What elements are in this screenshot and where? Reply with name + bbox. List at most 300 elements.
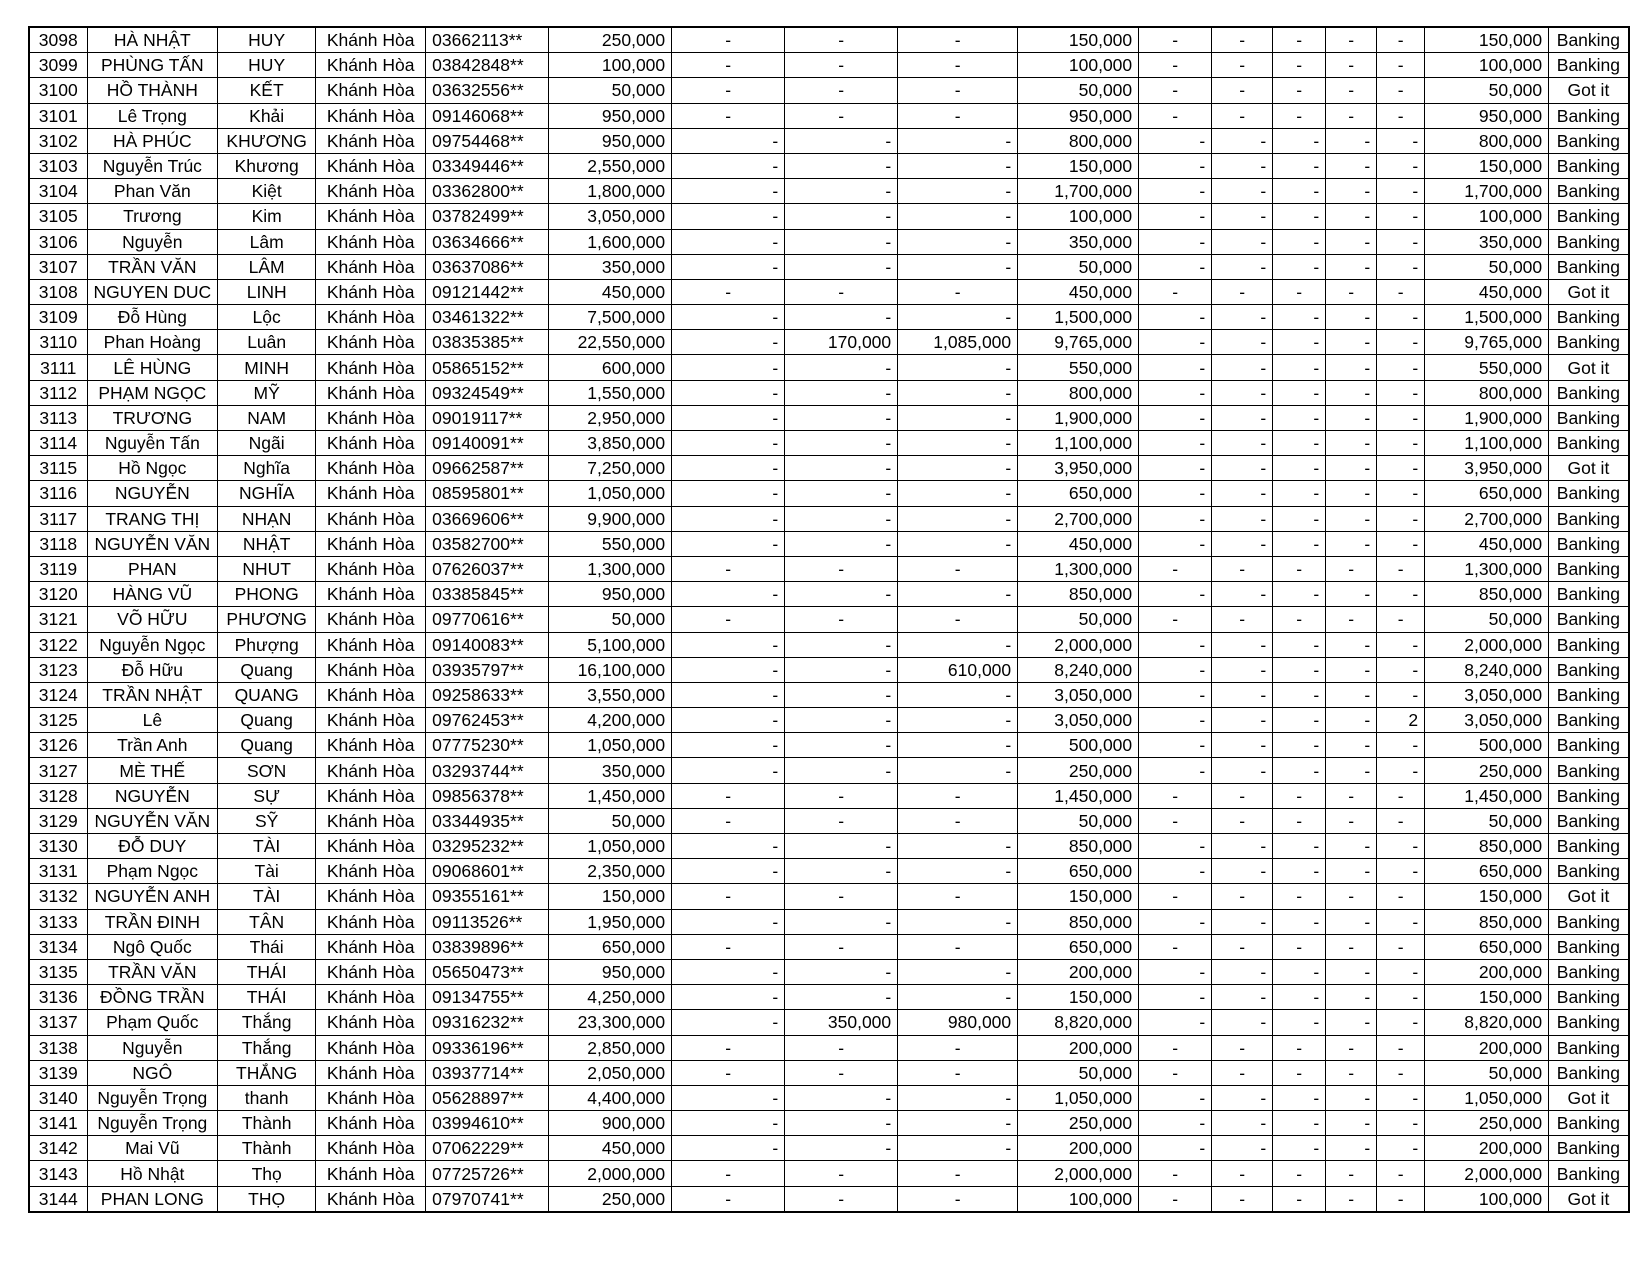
table-row: [29, 758, 1629, 783]
table-cell: 3098: [29, 27, 87, 53]
table-row: [29, 103, 1629, 128]
table-cell: Khánh Hòa: [316, 1035, 426, 1060]
table-cell: -: [1273, 1111, 1326, 1136]
table-cell: 550,000: [1018, 355, 1139, 380]
table-cell: SỸ: [218, 808, 316, 833]
table-row: [29, 985, 1629, 1010]
table-cell: -: [1326, 53, 1377, 78]
table-cell: 3135: [29, 959, 87, 984]
table-cell: 09336196**: [426, 1035, 549, 1060]
table-cell: 3119: [29, 556, 87, 581]
table-cell: -: [1212, 909, 1273, 934]
table-cell: 9,765,000: [1018, 330, 1139, 355]
table-cell: 09856378**: [426, 783, 549, 808]
table-cell: 50,000: [549, 607, 672, 632]
table-cell: 3102: [29, 128, 87, 153]
table-cell: -: [1212, 582, 1273, 607]
table-cell: Khánh Hòa: [316, 431, 426, 456]
table-cell: 3,850,000: [549, 431, 672, 456]
table-cell: 07775230**: [426, 733, 549, 758]
table-cell: -: [1326, 733, 1377, 758]
table-cell: -: [1273, 254, 1326, 279]
table-cell: -: [1326, 607, 1377, 632]
table-cell: THÁI: [218, 985, 316, 1010]
table-cell: -: [1212, 153, 1273, 178]
table-cell: 03835385**: [426, 330, 549, 355]
table-cell: -: [785, 380, 898, 405]
table-cell: -: [1326, 330, 1377, 355]
table-cell: 07626037**: [426, 556, 549, 581]
table-cell: Khánh Hòa: [316, 78, 426, 103]
table-cell: -: [672, 405, 785, 430]
table-cell: 1,300,000: [1018, 556, 1139, 581]
table-cell: 4,400,000: [549, 1085, 672, 1110]
table-row: [29, 179, 1629, 204]
table-row: [29, 1111, 1629, 1136]
table-cell: -: [1377, 758, 1425, 783]
table-cell: -: [672, 254, 785, 279]
table-cell: MÈ THẾ: [87, 758, 218, 783]
table-cell: -: [672, 355, 785, 380]
table-row: [29, 632, 1629, 657]
table-cell: -: [1139, 1186, 1212, 1212]
table-cell: 3126: [29, 733, 87, 758]
table-cell: Khánh Hòa: [316, 279, 426, 304]
table-cell: Banking: [1549, 1060, 1629, 1085]
table-cell: 03461322**: [426, 305, 549, 330]
table-cell: 03937714**: [426, 1060, 549, 1085]
table-cell: -: [1273, 859, 1326, 884]
table-cell: -: [785, 1085, 898, 1110]
table-cell: -: [1212, 128, 1273, 153]
table-cell: 3112: [29, 380, 87, 405]
table-cell: -: [1139, 909, 1212, 934]
table-cell: NHẬT: [218, 531, 316, 556]
table-cell: -: [785, 582, 898, 607]
table-cell: -: [1326, 783, 1377, 808]
table-cell: -: [1273, 531, 1326, 556]
table-cell: 09762453**: [426, 708, 549, 733]
table-cell: -: [785, 682, 898, 707]
table-cell: 3142: [29, 1136, 87, 1161]
table-cell: -: [672, 1085, 785, 1110]
table-row: [29, 909, 1629, 934]
table-cell: -: [672, 1136, 785, 1161]
table-cell: -: [1273, 405, 1326, 430]
table-cell: 2,550,000: [549, 153, 672, 178]
table-cell: 3103: [29, 153, 87, 178]
table-cell: 500,000: [1425, 733, 1549, 758]
table-cell: -: [1139, 305, 1212, 330]
table-cell: Quang: [218, 733, 316, 758]
table-cell: Khánh Hòa: [316, 582, 426, 607]
table-cell: -: [1212, 708, 1273, 733]
table-cell: 250,000: [1425, 758, 1549, 783]
table-cell: -: [1273, 657, 1326, 682]
table-cell: 800,000: [1018, 380, 1139, 405]
table-cell: -: [785, 254, 898, 279]
table-cell: 09662587**: [426, 456, 549, 481]
table-cell: Phan Văn: [87, 179, 218, 204]
table-cell: Khải: [218, 103, 316, 128]
table-cell: Lâm: [218, 229, 316, 254]
table-cell: -: [1139, 330, 1212, 355]
table-cell: 8,820,000: [1018, 1010, 1139, 1035]
table-cell: -: [785, 531, 898, 556]
table-cell: -: [898, 1186, 1018, 1212]
table-cell: 8,240,000: [1018, 657, 1139, 682]
table-row: [29, 481, 1629, 506]
table-cell: -: [898, 229, 1018, 254]
table-cell: 03935797**: [426, 657, 549, 682]
table-row: [29, 959, 1629, 984]
table-cell: -: [1139, 985, 1212, 1010]
table-cell: 3100: [29, 78, 87, 103]
table-cell: -: [1377, 305, 1425, 330]
table-cell: 150,000: [1425, 884, 1549, 909]
table-cell: QUANG: [218, 682, 316, 707]
table-cell: -: [1377, 909, 1425, 934]
table-cell: TÂN: [218, 909, 316, 934]
table-cell: 03662113**: [426, 27, 549, 53]
table-cell: -: [672, 985, 785, 1010]
table-cell: Nguyễn Trọng: [87, 1085, 218, 1110]
table-cell: -: [1212, 481, 1273, 506]
table-cell: -: [1273, 834, 1326, 859]
table-cell: Thái: [218, 934, 316, 959]
table-cell: 3,050,000: [1425, 682, 1549, 707]
table-cell: -: [1377, 204, 1425, 229]
table-cell: -: [1212, 859, 1273, 884]
table-cell: 3,550,000: [549, 682, 672, 707]
table-cell: -: [1273, 153, 1326, 178]
table-cell: -: [1326, 808, 1377, 833]
table-cell: -: [1139, 834, 1212, 859]
table-cell: 100,000: [1425, 1186, 1549, 1212]
table-cell: -: [1273, 682, 1326, 707]
table-cell: PHAN LONG: [87, 1186, 218, 1212]
table-cell: -: [785, 733, 898, 758]
table-cell: 8,240,000: [1425, 657, 1549, 682]
table-cell: -: [898, 153, 1018, 178]
table-cell: -: [1273, 179, 1326, 204]
table-cell: Got it: [1549, 1186, 1629, 1212]
table-cell: -: [1273, 1035, 1326, 1060]
table-cell: -: [1326, 179, 1377, 204]
table-cell: 900,000: [549, 1111, 672, 1136]
table-cell: Khánh Hòa: [316, 128, 426, 153]
table-cell: 9,900,000: [549, 506, 672, 531]
table-cell: Phạm Ngọc: [87, 859, 218, 884]
table-cell: 170,000: [785, 330, 898, 355]
table-cell: 3,050,000: [1018, 708, 1139, 733]
table-cell: -: [1139, 531, 1212, 556]
table-row: [29, 708, 1629, 733]
table-cell: 1,300,000: [1425, 556, 1549, 581]
table-cell: Banking: [1549, 204, 1629, 229]
table-cell: -: [1377, 1035, 1425, 1060]
table-cell: -: [1139, 229, 1212, 254]
table-cell: 09140083**: [426, 632, 549, 657]
table-cell: 650,000: [1425, 481, 1549, 506]
table-row: [29, 254, 1629, 279]
table-cell: -: [1212, 355, 1273, 380]
table-cell: KẾT: [218, 78, 316, 103]
table-row: [29, 1186, 1629, 1212]
table-cell: 550,000: [549, 531, 672, 556]
table-cell: -: [1377, 959, 1425, 984]
table-cell: -: [785, 355, 898, 380]
table-cell: 650,000: [1018, 934, 1139, 959]
table-cell: 450,000: [549, 1136, 672, 1161]
table-cell: Nguyễn Ngọc: [87, 632, 218, 657]
table-cell: Khánh Hòa: [316, 657, 426, 682]
table-cell: 250,000: [549, 27, 672, 53]
table-cell: 800,000: [1425, 380, 1549, 405]
table-cell: -: [1326, 254, 1377, 279]
table-cell: -: [1273, 733, 1326, 758]
table-cell: -: [1326, 859, 1377, 884]
table-cell: -: [672, 582, 785, 607]
table-cell: Kim: [218, 204, 316, 229]
table-cell: Banking: [1549, 254, 1629, 279]
table-cell: 650,000: [549, 934, 672, 959]
table-cell: Quang: [218, 657, 316, 682]
table-cell: 3137: [29, 1010, 87, 1035]
table-row: [29, 53, 1629, 78]
table-cell: Khánh Hòa: [316, 959, 426, 984]
table-cell: Khánh Hòa: [316, 229, 426, 254]
table-cell: -: [1139, 556, 1212, 581]
table-cell: -: [1326, 431, 1377, 456]
table-cell: -: [1273, 607, 1326, 632]
table-cell: 3133: [29, 909, 87, 934]
table-cell: 1,450,000: [1018, 783, 1139, 808]
table-cell: 3110: [29, 330, 87, 355]
table-cell: 1,800,000: [549, 179, 672, 204]
table-cell: -: [672, 481, 785, 506]
table-cell: -: [785, 808, 898, 833]
table-cell: 3,950,000: [1425, 456, 1549, 481]
table-cell: -: [672, 884, 785, 909]
table-cell: KHƯƠNG: [218, 128, 316, 153]
table-cell: Khánh Hòa: [316, 355, 426, 380]
table-cell: -: [785, 204, 898, 229]
table-cell: -: [1273, 556, 1326, 581]
table-cell: -: [672, 153, 785, 178]
table-cell: -: [1326, 456, 1377, 481]
table-cell: -: [672, 556, 785, 581]
table-cell: PHƯƠNG: [218, 607, 316, 632]
table-cell: 7,250,000: [549, 456, 672, 481]
table-cell: Khánh Hòa: [316, 506, 426, 531]
table-cell: -: [785, 128, 898, 153]
table-cell: Banking: [1549, 1161, 1629, 1186]
table-cell: -: [898, 1085, 1018, 1110]
table-cell: 150,000: [1425, 27, 1549, 53]
table-row: [29, 27, 1629, 53]
table-cell: -: [1326, 1035, 1377, 1060]
table-cell: -: [1212, 1136, 1273, 1161]
table-cell: -: [898, 1035, 1018, 1060]
table-row: [29, 657, 1629, 682]
table-cell: -: [898, 733, 1018, 758]
table-cell: -: [785, 1186, 898, 1212]
table-body: [29, 27, 1629, 1212]
table-cell: -: [672, 733, 785, 758]
table-cell: 600,000: [549, 355, 672, 380]
table-cell: -: [1326, 103, 1377, 128]
table-cell: -: [672, 53, 785, 78]
table-cell: HÀ PHÚC: [87, 128, 218, 153]
table-cell: Nguyễn Trọng: [87, 1111, 218, 1136]
table-cell: 1,600,000: [549, 229, 672, 254]
table-cell: 100,000: [549, 53, 672, 78]
table-cell: TRƯƠNG: [87, 405, 218, 430]
table-cell: 850,000: [1425, 582, 1549, 607]
table-cell: Banking: [1549, 834, 1629, 859]
table-cell: Khánh Hòa: [316, 556, 426, 581]
table-cell: 950,000: [549, 128, 672, 153]
table-cell: HUY: [218, 27, 316, 53]
table-cell: -: [785, 78, 898, 103]
table-cell: Got it: [1549, 456, 1629, 481]
table-cell: Khánh Hòa: [316, 103, 426, 128]
table-row: [29, 733, 1629, 758]
table-cell: -: [672, 1035, 785, 1060]
table-cell: -: [898, 985, 1018, 1010]
table-cell: -: [1273, 481, 1326, 506]
table-cell: -: [1139, 405, 1212, 430]
table-cell: -: [1212, 305, 1273, 330]
table-cell: 1,900,000: [1425, 405, 1549, 430]
table-cell: -: [672, 305, 785, 330]
table-cell: -: [785, 506, 898, 531]
table-cell: -: [1377, 456, 1425, 481]
table-cell: SỰ: [218, 783, 316, 808]
table-cell: -: [1139, 506, 1212, 531]
table-cell: Hồ Ngọc: [87, 456, 218, 481]
table-cell: 2,000,000: [1425, 1161, 1549, 1186]
table-cell: -: [1212, 254, 1273, 279]
table-cell: 09113526**: [426, 909, 549, 934]
table-cell: -: [1212, 632, 1273, 657]
table-cell: -: [1377, 632, 1425, 657]
table-cell: TRẦN VĂN: [87, 254, 218, 279]
table-cell: -: [1212, 456, 1273, 481]
table-cell: -: [1326, 934, 1377, 959]
table-cell: -: [1377, 582, 1425, 607]
table-cell: -: [1212, 204, 1273, 229]
table-cell: Khánh Hòa: [316, 305, 426, 330]
table-cell: Khánh Hòa: [316, 179, 426, 204]
table-cell: -: [672, 279, 785, 304]
table-cell: -: [1377, 859, 1425, 884]
table-cell: -: [1377, 834, 1425, 859]
table-cell: 1,500,000: [1425, 305, 1549, 330]
table-cell: -: [785, 556, 898, 581]
table-cell: -: [1273, 103, 1326, 128]
table-cell: -: [1212, 53, 1273, 78]
table-cell: -: [1139, 128, 1212, 153]
table-cell: Nguyễn Trúc: [87, 153, 218, 178]
table-cell: Khánh Hòa: [316, 1060, 426, 1085]
table-cell: 09121442**: [426, 279, 549, 304]
table-cell: 1,050,000: [1018, 1085, 1139, 1110]
table-cell: 1,085,000: [898, 330, 1018, 355]
table-cell: -: [672, 103, 785, 128]
table-cell: 03782499**: [426, 204, 549, 229]
table-cell: -: [785, 405, 898, 430]
table-cell: MINH: [218, 355, 316, 380]
table-cell: -: [1273, 708, 1326, 733]
table-cell: -: [672, 27, 785, 53]
table-cell: -: [672, 758, 785, 783]
table-cell: -: [1326, 305, 1377, 330]
table-cell: Khánh Hòa: [316, 1161, 426, 1186]
table-cell: -: [785, 456, 898, 481]
table-cell: Banking: [1549, 380, 1629, 405]
table-cell: -: [898, 632, 1018, 657]
table-cell: Quang: [218, 708, 316, 733]
table-cell: Thắng: [218, 1010, 316, 1035]
table-cell: -: [1273, 355, 1326, 380]
table-cell: -: [898, 279, 1018, 304]
table-cell: 3,050,000: [549, 204, 672, 229]
table-cell: Khánh Hòa: [316, 153, 426, 178]
table-cell: Thắng: [218, 1035, 316, 1060]
table-cell: Got it: [1549, 1085, 1629, 1110]
table-cell: -: [1139, 657, 1212, 682]
table-cell: NGUYEN DUC: [87, 279, 218, 304]
table-cell: 650,000: [1018, 859, 1139, 884]
table-cell: 9,765,000: [1425, 330, 1549, 355]
table-cell: -: [1326, 834, 1377, 859]
table-row: [29, 1060, 1629, 1085]
table-cell: 03582700**: [426, 531, 549, 556]
table-cell: -: [672, 632, 785, 657]
table-cell: -: [1139, 27, 1212, 53]
table-cell: 3134: [29, 934, 87, 959]
table-cell: 350,000: [549, 254, 672, 279]
table-cell: Banking: [1549, 682, 1629, 707]
table-cell: 50,000: [1018, 607, 1139, 632]
table-row: [29, 380, 1629, 405]
table-cell: -: [1212, 884, 1273, 909]
table-cell: -: [672, 78, 785, 103]
table-cell: -: [1139, 682, 1212, 707]
table-cell: -: [785, 632, 898, 657]
table-cell: Khánh Hòa: [316, 934, 426, 959]
table-cell: 650,000: [1425, 859, 1549, 884]
table-cell: -: [1326, 481, 1377, 506]
table-cell: Banking: [1549, 1111, 1629, 1136]
table-cell: -: [1212, 1111, 1273, 1136]
table-cell: 800,000: [1018, 128, 1139, 153]
table-cell: 5,100,000: [549, 632, 672, 657]
table-cell: -: [1139, 279, 1212, 304]
table-cell: Khánh Hòa: [316, 733, 426, 758]
table-cell: HÀNG VŨ: [87, 582, 218, 607]
table-cell: -: [672, 607, 785, 632]
table-cell: -: [672, 1161, 785, 1186]
table-cell: 1,300,000: [549, 556, 672, 581]
table-cell: -: [898, 27, 1018, 53]
table-cell: -: [1212, 934, 1273, 959]
table-cell: 850,000: [1425, 834, 1549, 859]
table-row: [29, 1010, 1629, 1035]
table-cell: 2,000,000: [1018, 1161, 1139, 1186]
